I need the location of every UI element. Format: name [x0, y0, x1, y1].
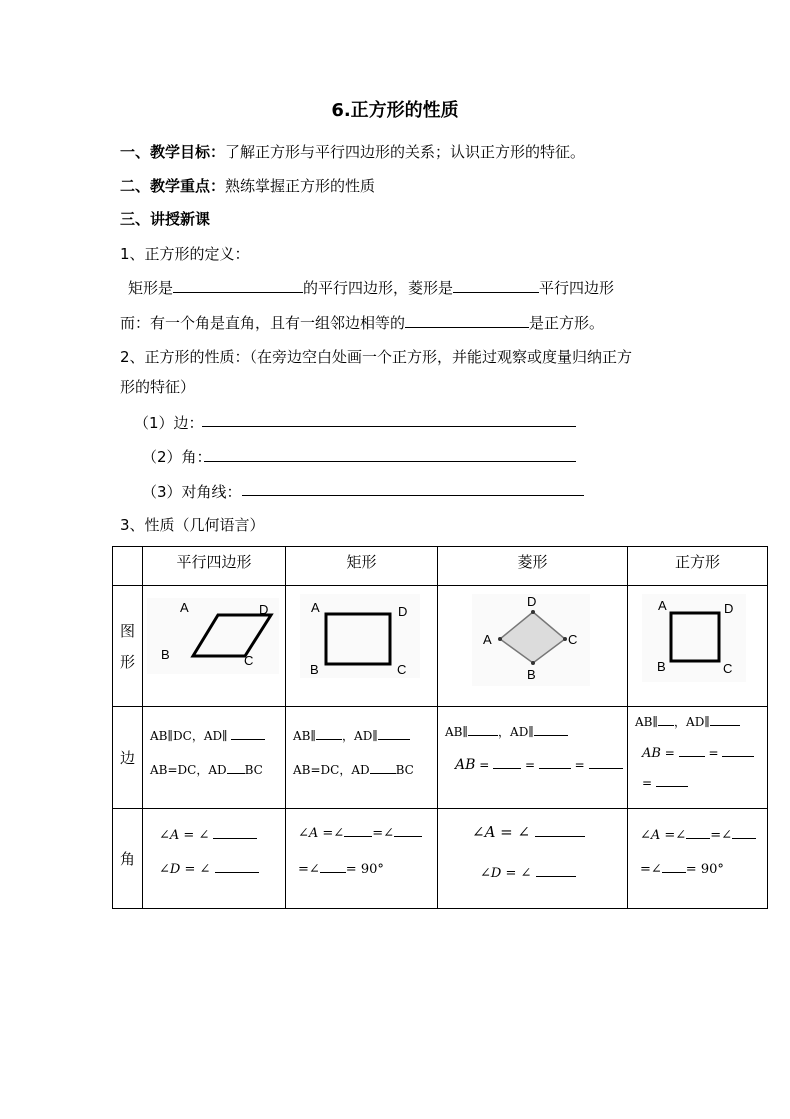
blank-field[interactable] — [316, 728, 342, 740]
blank-field[interactable] — [658, 714, 674, 726]
side-text: AB∥ — [445, 725, 469, 739]
side-text: AB∥ — [635, 715, 659, 729]
text-parallelogram: 平行四边形 — [539, 279, 615, 297]
square-figure — [628, 586, 767, 702]
blank-field[interactable] — [231, 728, 265, 740]
blank-field[interactable] — [686, 827, 710, 839]
blank-field[interactable] — [710, 714, 740, 726]
angle-text: ∠A =∠ — [640, 828, 687, 843]
key-label: 二、教学重点： — [120, 177, 226, 195]
vertex-label-b: B — [310, 662, 319, 677]
side-text: AB — [642, 746, 661, 761]
angle-text: ∠A = ∠ — [159, 828, 210, 843]
vertex-label-b: B — [161, 647, 170, 662]
blank-field-3[interactable] — [405, 312, 529, 328]
vertex-label-c: C — [244, 653, 254, 668]
vertex-dot — [563, 637, 567, 641]
side-text: BC — [244, 763, 263, 777]
row-label-figure — [113, 586, 143, 707]
blank-field[interactable] — [378, 728, 410, 740]
vertex-label-a: A — [483, 632, 492, 647]
property-side-label: （1）边： — [134, 414, 204, 432]
rhombus-angle-line-1 — [472, 823, 585, 841]
vertex-label-a: A — [311, 600, 320, 615]
header-blank — [113, 547, 143, 586]
header-rhombus: 菱形 — [438, 547, 628, 586]
side-text: AB∥DC，AD∥ — [150, 729, 228, 743]
blank-field[interactable] — [344, 825, 372, 837]
row-label-side: 边 — [113, 707, 143, 809]
cell-rhombus-angle — [438, 809, 628, 909]
side-text: AB=DC，AD — [293, 763, 370, 777]
rhombus-side-line-1 — [445, 723, 568, 740]
square-angle-line-2 — [640, 861, 724, 877]
vertex-label-b: B — [657, 659, 666, 674]
table-header-row — [113, 547, 768, 586]
cell-square-side — [628, 707, 768, 809]
vertex-dot — [531, 610, 535, 614]
side-text: BC — [395, 763, 414, 777]
blank-field[interactable] — [394, 825, 422, 837]
properties-heading: 2、正方形的性质：（在旁边空白处画一个正方形，并能过观察或度量归纳正方 — [120, 348, 633, 366]
row-label-angle: 角 — [113, 809, 143, 909]
rectangle-side-line-2 — [293, 761, 414, 778]
side-text: = — [479, 758, 490, 772]
parallelogram-figure — [143, 586, 285, 702]
lesson-heading: 三、讲授新课 — [120, 210, 211, 228]
blank-field[interactable] — [493, 757, 521, 769]
side-text: = — [574, 758, 585, 772]
angle-text: =∠ — [710, 828, 732, 843]
property-diagonal-label: （3）对角线： — [142, 483, 242, 501]
blank-field[interactable] — [656, 775, 688, 787]
square-side-line-1 — [635, 713, 740, 730]
page-title: 6.正方形的性质 — [331, 100, 459, 121]
vertex-label-d: D — [724, 601, 734, 616]
vertex-label-c: C — [568, 632, 578, 647]
side-text: ，AD∥ — [674, 715, 710, 729]
rhombus-side-line-2 — [455, 757, 623, 773]
blank-field[interactable] — [534, 724, 568, 736]
property-angle-label: （2）角： — [142, 448, 212, 466]
side-text: ，AD∥ — [342, 729, 378, 743]
blank-field[interactable] — [722, 745, 754, 757]
header-square: 正方形 — [628, 547, 768, 586]
angle-text: =∠ — [298, 862, 320, 877]
text-rect-is: 矩形是 — [128, 279, 174, 297]
blank-field[interactable] — [320, 861, 346, 873]
blank-field[interactable] — [732, 827, 756, 839]
square-side-line-2 — [642, 745, 754, 761]
row-label-figure-1: 图 — [119, 622, 135, 640]
angle-text: ∠A =∠ — [298, 826, 345, 841]
cell-rhombus-figure — [438, 586, 628, 707]
definition-line-2 — [120, 312, 604, 333]
rectangle-angle-line-2 — [298, 861, 384, 877]
header-rectangle: 矩形 — [286, 547, 438, 586]
blank-field[interactable] — [662, 861, 686, 873]
vertex-label-d: D — [259, 602, 269, 617]
vertex-label-c: C — [723, 661, 733, 676]
cell-rectangle-angle — [286, 809, 438, 909]
property-angle-blank[interactable] — [204, 461, 576, 462]
goal-line — [120, 141, 585, 162]
side-text: AB=DC，AD — [150, 763, 227, 777]
text-rhombus-is: 的平行四边形，菱形是 — [303, 279, 454, 297]
cell-rhombus-side — [438, 707, 628, 809]
vertex-label-b: B — [527, 667, 536, 682]
side-text: = — [524, 758, 536, 772]
blank-field[interactable] — [468, 724, 498, 736]
property-diagonal-blank[interactable] — [242, 495, 584, 496]
vertex-label-d: D — [527, 594, 537, 609]
cell-rectangle-side — [286, 707, 438, 809]
definition-line-1 — [128, 277, 614, 298]
cell-square-figure — [628, 586, 768, 707]
property-side-blank[interactable] — [202, 426, 576, 427]
cell-parallelogram-figure — [143, 586, 286, 707]
blank-field[interactable] — [227, 762, 245, 774]
square-angle-line-1 — [640, 827, 756, 843]
side-text: = — [708, 746, 719, 760]
definition-heading: 1、正方形的定义： — [120, 245, 250, 263]
parallelogram-side-line-1 — [150, 727, 265, 744]
properties-table — [112, 546, 768, 909]
blank-field[interactable] — [215, 861, 259, 873]
text-is-square: 是正方形。 — [529, 314, 605, 332]
cell-square-angle — [628, 809, 768, 909]
figure-row — [113, 586, 768, 707]
blank-field[interactable] — [213, 827, 257, 839]
vertex-label-c: C — [397, 662, 407, 677]
header-parallelogram: 平行四边形 — [143, 547, 286, 586]
side-text: AB — [455, 757, 476, 773]
vertex-label-a: A — [658, 598, 667, 613]
vertex-label-a: A — [180, 600, 189, 615]
cell-parallelogram-side — [143, 707, 286, 809]
blank-field-1[interactable] — [173, 277, 303, 293]
cell-rectangle-figure — [286, 586, 438, 707]
parallelogram-angle-line-1 — [159, 827, 257, 843]
side-text: = — [664, 746, 675, 760]
vertex-label-d: D — [398, 604, 408, 619]
goal-label: 一、教学目标： — [120, 143, 226, 161]
side-row — [113, 707, 768, 809]
blank-field-2[interactable] — [453, 277, 539, 293]
parallelogram-side-line-2 — [150, 761, 263, 778]
blank-field[interactable] — [589, 757, 623, 769]
vertex-dot — [498, 637, 502, 641]
cell-parallelogram-angle — [143, 809, 286, 909]
side-text: = — [642, 776, 653, 790]
parallelogram-angle-line-2 — [159, 861, 259, 877]
angle-text: = 90° — [685, 862, 724, 877]
angle-row — [113, 809, 768, 909]
rhombus-angle-line-2 — [480, 865, 576, 881]
angle-text: ∠A = ∠ — [472, 823, 531, 841]
square-side-line-3 — [642, 775, 688, 790]
blank-field[interactable] — [370, 762, 396, 774]
goal-text: 了解正方形与平行四边形的关系；认识正方形的特征。 — [225, 143, 586, 161]
geometry-heading: 3、性质（几何语言） — [120, 516, 265, 534]
rectangle-side-line-1 — [293, 727, 410, 744]
key-point-line — [120, 175, 375, 196]
rectangle-angle-line-1 — [298, 825, 422, 841]
row-label-figure-2: 形 — [119, 653, 135, 671]
angle-text: =∠ — [372, 826, 394, 841]
blank-field[interactable] — [535, 825, 585, 837]
properties-heading-cont: 形的特征） — [120, 378, 196, 396]
key-text: 熟练掌握正方形的性质 — [225, 177, 376, 195]
angle-text: ∠D = ∠ — [480, 866, 532, 881]
angle-text: = 90° — [345, 862, 384, 877]
text-definition-cond: 而：有一个角是直角，且有一组邻边相等的 — [120, 314, 406, 332]
rhombus-figure — [438, 586, 627, 702]
angle-text: =∠ — [640, 862, 662, 877]
rectangle-figure — [286, 586, 437, 702]
vertex-dot — [531, 661, 535, 665]
blank-field[interactable] — [536, 865, 576, 877]
side-text: AB∥ — [293, 729, 317, 743]
side-text: ，AD∥ — [498, 725, 534, 739]
angle-text: ∠D = ∠ — [159, 862, 211, 877]
blank-field[interactable] — [679, 745, 705, 757]
blank-field[interactable] — [539, 757, 571, 769]
